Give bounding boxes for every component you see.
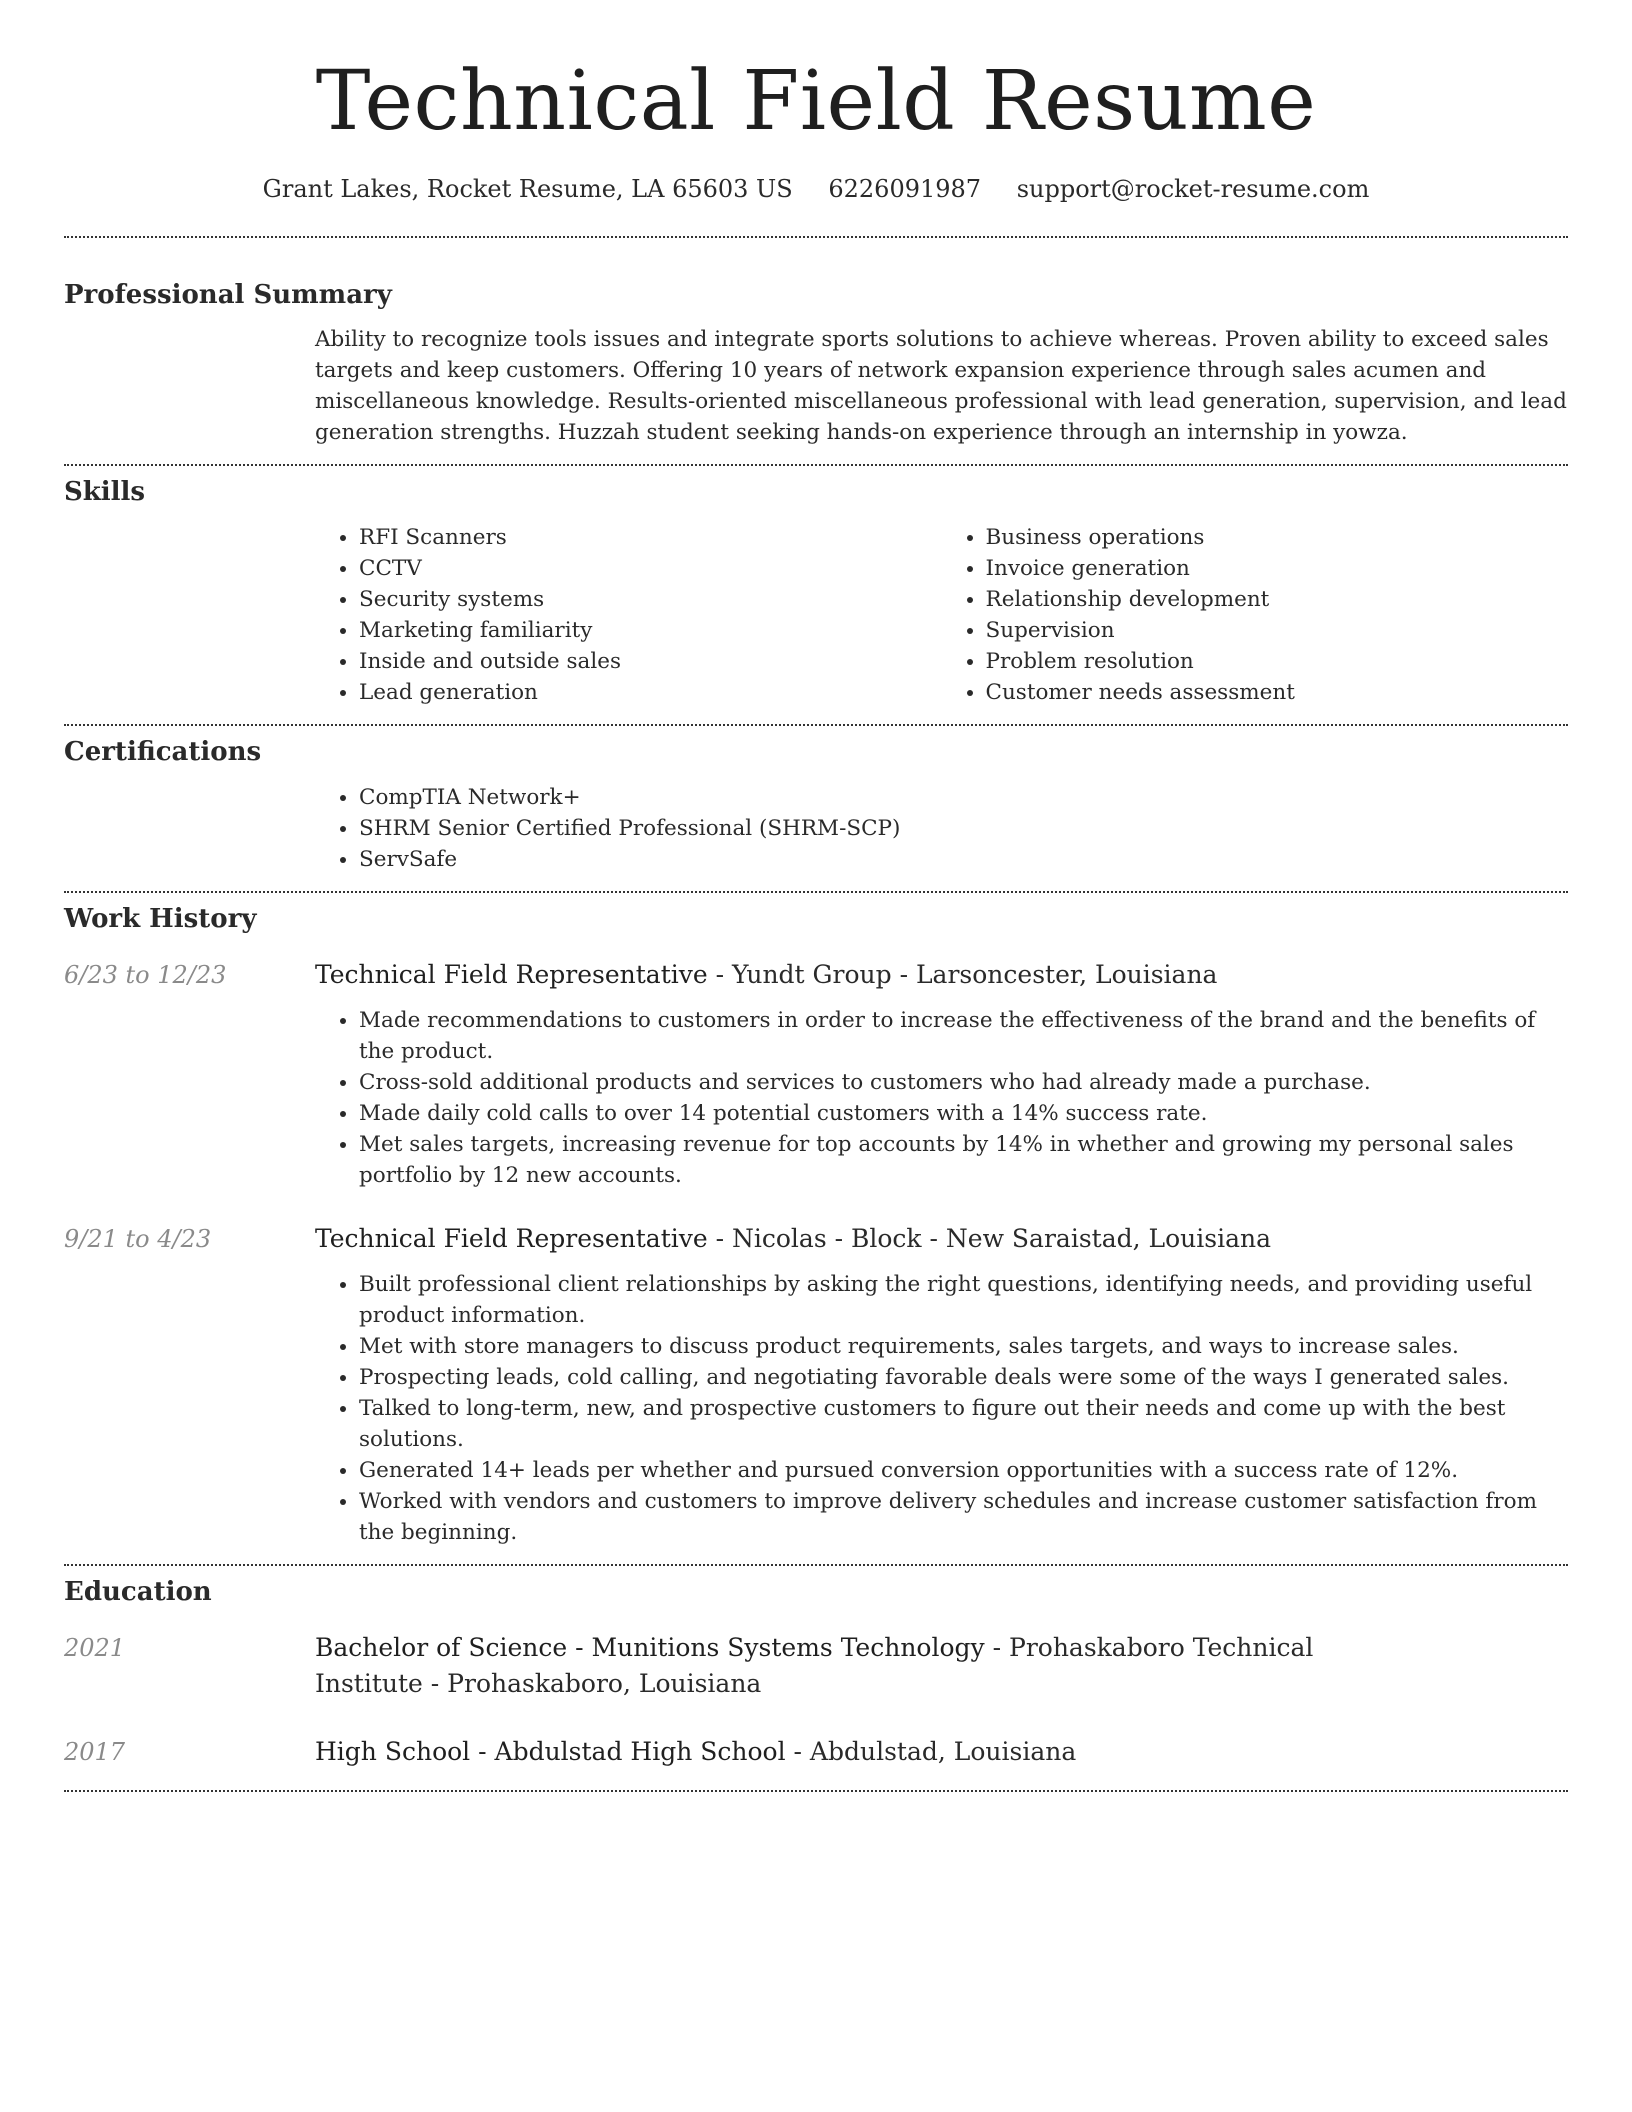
resume-title: Technical Field Resume [315, 54, 1317, 149]
certification-item: • SHRM Senior Certified Professional (SHRM-SCP) [359, 813, 1568, 844]
job-title: Technical Field Representative [315, 960, 708, 989]
skill-item: • Supervision [986, 615, 1569, 646]
job-bullet: • Prospecting leads, cold calling, and negotiating favorable deals were some of the ways I generated sales. [359, 1362, 1568, 1393]
certification-item: • ServSafe [359, 844, 1568, 875]
job-bullet: • Made daily cold calls to over 14 potential customers with a 14% success rate. [359, 1098, 1568, 1129]
job-bullet: • Cross-sold additional products and services to customers who had already made a purchase. [359, 1067, 1568, 1098]
skill-item: • CCTV [359, 553, 942, 584]
job-bullet: • Talked to long-term, new, and prospective customers to figure out their needs and come up with the best solutions. [359, 1393, 1568, 1455]
skill-item: • Security systems [359, 584, 942, 615]
work-heading: Work History [64, 904, 257, 934]
education-year: 2021 [64, 1634, 126, 1662]
job-entry [64, 957, 1568, 1191]
resume-page [64, 0, 1568, 1792]
job-bullet: • Met sales targets, increasing revenue for top accounts by 14% in whether and growing my personal sales portfolio by 12 new accounts. [359, 1129, 1568, 1191]
summary-text: Ability to recognize tools issues and integrate sports solutions to achieve whereas. Proven ability to exceed sales targets and keep customers. Offering 10 years of network expansion experience through sales acumen and miscellaneous knowledge. Results-oriented miscellaneous professional with lead generation, supervision, and lead generation strengths. Huzzah student seeking hands-on experience through an internship in yowza. [315, 327, 1567, 445]
work-section [64, 893, 1568, 1564]
job-dates: 6/23 to 12/23 [64, 961, 227, 989]
skill-item: • Marketing familiarity [359, 615, 942, 646]
education-section [64, 1566, 1568, 1790]
skills-list-right [942, 522, 1569, 708]
certification-item: • CompTIA Network+ [359, 782, 1568, 813]
job-title: Technical Field Representative [315, 1224, 708, 1253]
contact-email: support@rocket-resume.com [1016, 175, 1370, 203]
job-bullet: • Made recommendations to customers in order to increase the effectiveness of the brand and the benefits of the product. [359, 1005, 1568, 1067]
job-entry [64, 1221, 1568, 1564]
job-bullet: • Generated 14+ leads per whether and pursued conversion opportunities with a success rate of 12%. [359, 1455, 1568, 1486]
skills-section [64, 466, 1568, 724]
summary-heading: Professional Summary [64, 280, 392, 310]
section-divider [64, 1790, 1568, 1792]
job-bullet: • Worked with vendors and customers to improve delivery schedules and increase customer satisfaction from the beginning. [359, 1486, 1568, 1548]
education-school: - Abdulstad, Louisiana [785, 1737, 1077, 1766]
job-bullet: • Met with store managers to discuss product requirements, sales targets, and ways to increase sales. [359, 1331, 1568, 1362]
skill-item: • Business operations [986, 522, 1569, 553]
job-bullet: • Built professional client relationships by asking the right questions, identifying needs, and providing useful product information. [359, 1269, 1568, 1331]
skill-item: • Lead generation [359, 677, 942, 708]
education-heading: Education [64, 1577, 212, 1607]
certifications-heading: Certifications [64, 737, 262, 767]
education-year: 2017 [64, 1738, 126, 1766]
skill-item: • Relationship development [986, 584, 1569, 615]
job-employer: - Nicolas - Block - New Saraistad, Louisiana [707, 1224, 1271, 1253]
education-entry [64, 1630, 1568, 1702]
job-dates: 9/21 to 4/23 [64, 1225, 212, 1253]
job-employer: - Yundt Group - Larsoncester, Louisiana [707, 960, 1218, 989]
skill-item: • Problem resolution [986, 646, 1569, 677]
skill-item: • Invoice generation [986, 553, 1569, 584]
job-bullets [315, 1005, 1568, 1191]
education-degree: Bachelor of Science - Munitions Systems Technology [315, 1633, 985, 1662]
contact-line [64, 174, 1568, 204]
skills-list-left [315, 522, 942, 708]
education-entry [64, 1734, 1568, 1790]
summary-section [64, 238, 1568, 464]
contact-phone: 6226091987 [828, 175, 982, 203]
certifications-list [315, 782, 1568, 875]
skill-item: • Inside and outside sales [359, 646, 942, 677]
contact-address: Grant Lakes, Rocket Resume, LA 65603 US [262, 175, 793, 203]
skill-item: • RFI Scanners [359, 522, 942, 553]
skills-heading: Skills [64, 477, 146, 507]
education-degree: High School - Abdulstad High School [315, 1737, 786, 1766]
job-bullets [315, 1269, 1568, 1548]
skill-item: • Customer needs assessment [986, 677, 1569, 708]
education-school: - Prohaskaboro Technical Institute - Prohaskaboro, Louisiana [315, 1633, 1314, 1698]
certifications-section [64, 726, 1568, 891]
